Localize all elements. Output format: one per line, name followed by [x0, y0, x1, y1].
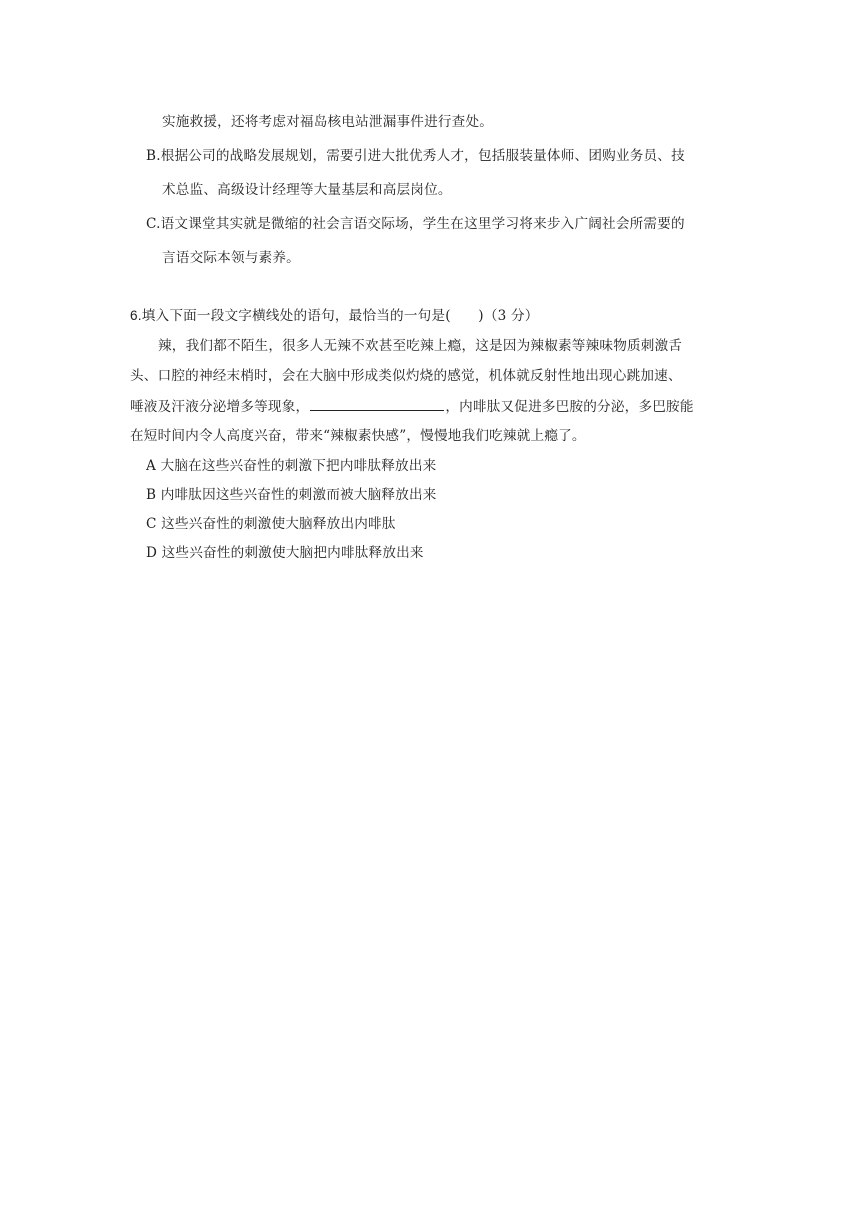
prev-option-b-line-1: B.根据公司的战略发展规划，需要引进大批优秀人才，包括服装量体师、团购业务员、技	[146, 148, 685, 164]
option-b: B 内啡肽因这些兴奋性的刺激而被大脑释放出来	[146, 487, 437, 503]
question-6-heading	[130, 306, 539, 326]
passage-line-3-before: 唾液及汗液分泌增多等现象，	[130, 399, 310, 415]
option-c: C 这些兴奋性的刺激使大脑释放出内啡肽	[146, 516, 396, 532]
prev-option-a-continuation: 实施救援，还将考虑对福岛核电站泄漏事件进行查处。	[162, 114, 494, 130]
passage-line-3-after: ，内啡肽又促进多巴胺的分泌，多巴胺能	[445, 399, 694, 415]
passage-line-1: 辣，我们都不陌生，很多人无辣不欢甚至吃辣上瘾，这是因为辣椒素等辣味物质刺激舌	[158, 338, 683, 354]
question-prompt: 填入下面一段文字横线处的语句，最恰当的一句是( )	[141, 308, 484, 324]
passage-line-4: 在短时间内令人高度兴奋，带来“辣椒素快感”，慢慢地我们吃辣就上瘾了。	[130, 428, 586, 444]
question-number: 6.	[130, 308, 142, 323]
option-a: A 大脑在这些兴奋性的刺激下把内啡肽释放出来	[146, 458, 437, 474]
answer-blank	[310, 396, 444, 411]
prev-option-c-line-1: C.语文课堂其实就是微缩的社会言语交际场，学生在这里学习将来步入广阔社会所需要的	[146, 216, 685, 232]
prev-option-c-line-2: 言语交际本领与素养。	[162, 250, 300, 266]
option-d: D 这些兴奋性的刺激使大脑把内啡肽释放出来	[146, 545, 424, 561]
prev-option-b-line-2: 术总监、高级设计经理等大量基层和高层岗位。	[162, 182, 452, 198]
passage-line-3	[130, 396, 694, 417]
passage-line-2: 头、口腔的神经末梢时，会在大脑中形成类似灼烧的感觉，机体就反射性地出现心跳加速、	[130, 368, 682, 384]
question-score: （3 分）	[483, 308, 539, 324]
